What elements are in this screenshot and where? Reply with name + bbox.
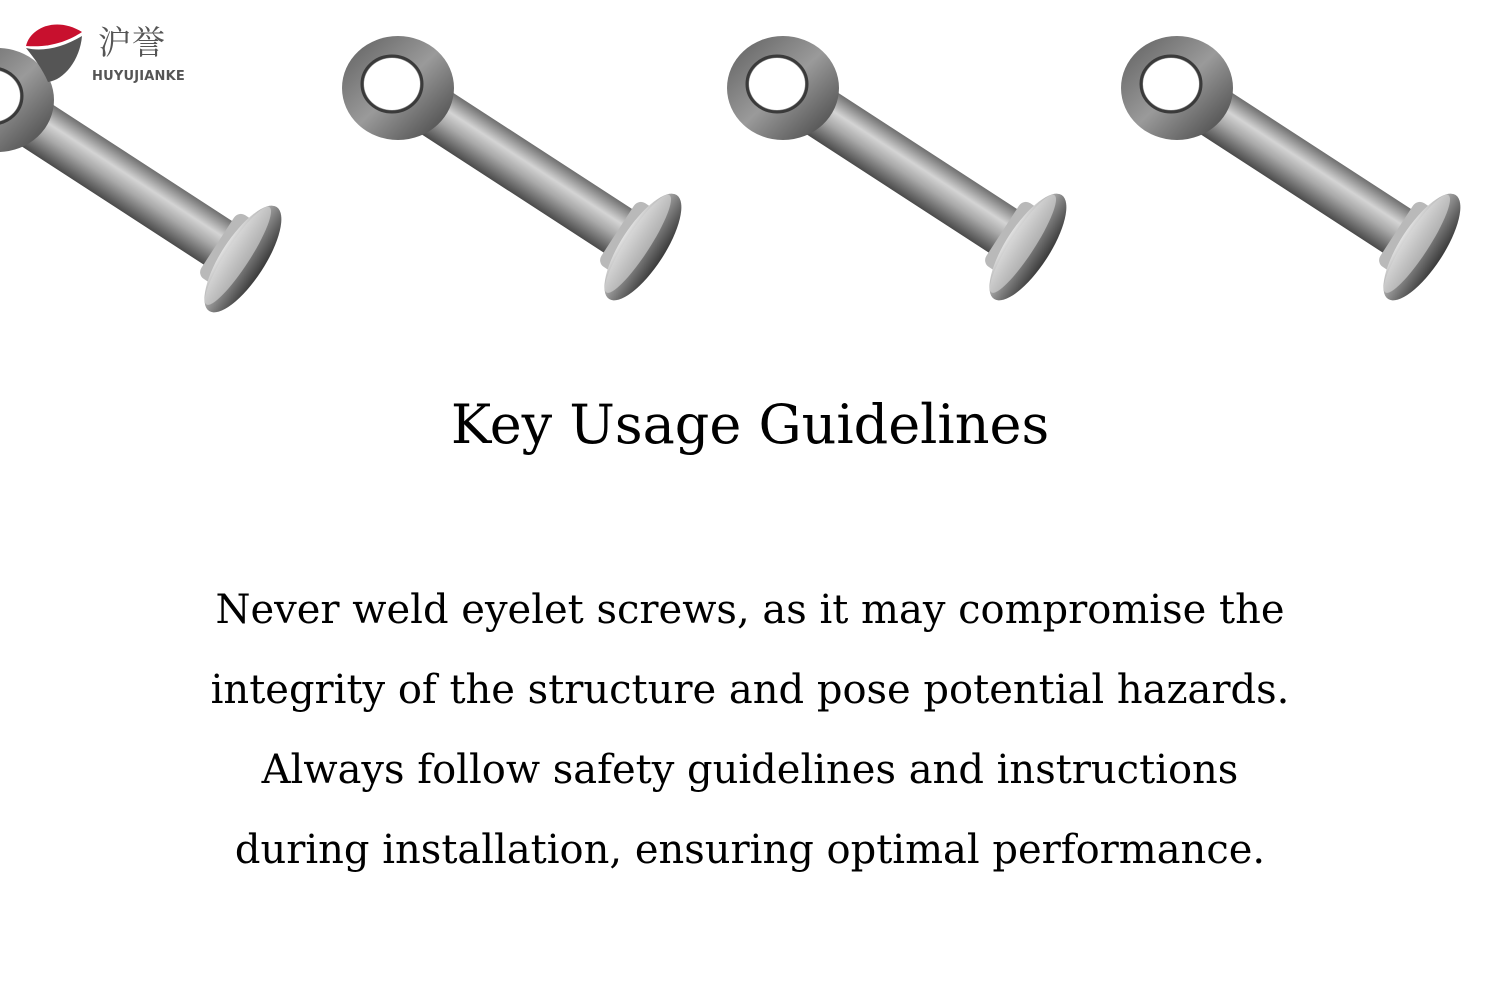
eyelet-screw-icon bbox=[342, 36, 695, 311]
product-photos bbox=[0, 0, 1500, 330]
brand-name-cn: 沪誉 bbox=[98, 23, 166, 62]
guideline-line: integrity of the structure and pose potential hazards. bbox=[210, 667, 1290, 713]
brand-name-en: HUYUJIANKE bbox=[92, 69, 185, 84]
product-image-strip bbox=[0, 0, 1500, 330]
eyelet-screw-icon bbox=[1121, 36, 1474, 311]
brand-mark-icon bbox=[22, 18, 86, 84]
brand-logo bbox=[22, 18, 185, 90]
guideline-line: Never weld eyelet screws, as it may compromise the bbox=[215, 587, 1285, 633]
eyelet-screw-icon bbox=[727, 36, 1080, 311]
page-title: Key Usage Guidelines bbox=[450, 393, 1050, 456]
guideline-paragraph bbox=[150, 570, 1350, 890]
guideline-line: Always follow safety guidelines and instructions bbox=[261, 747, 1239, 793]
guideline-line: during installation, ensuring optimal performance. bbox=[234, 827, 1266, 873]
